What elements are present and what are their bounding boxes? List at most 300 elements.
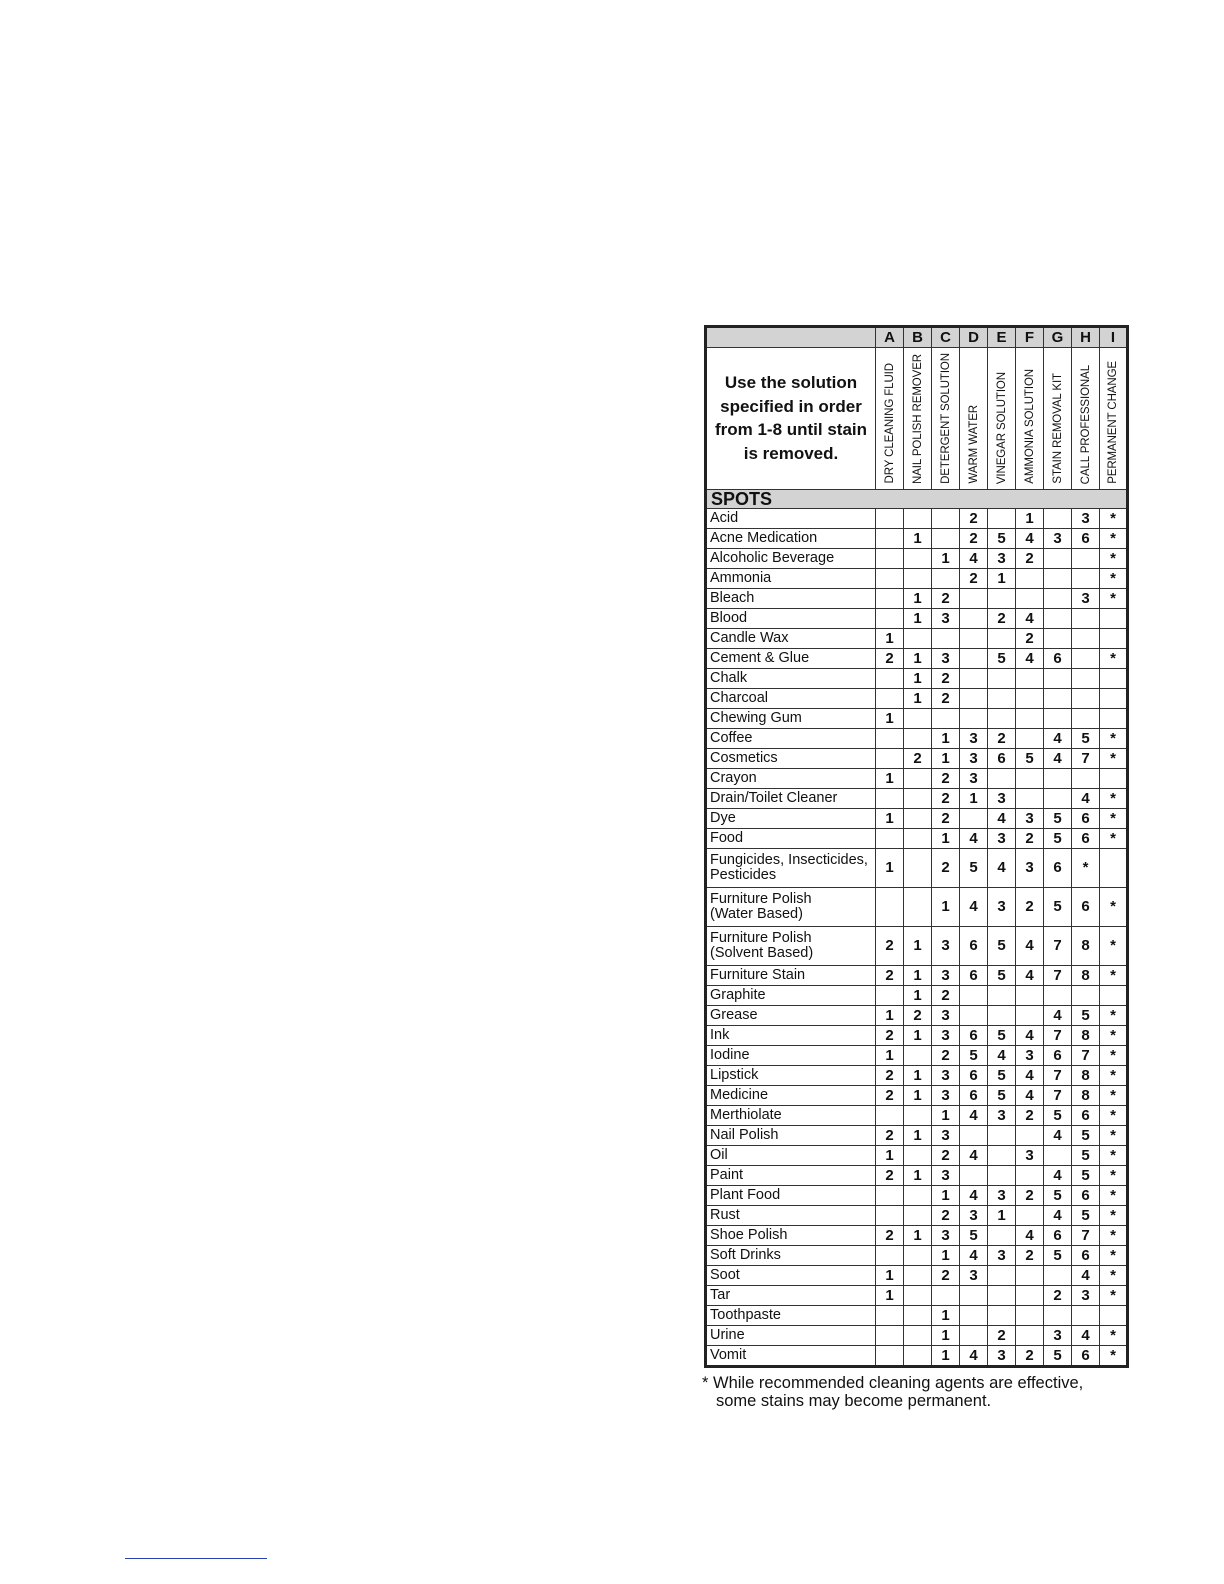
- order-cell: 4: [960, 1245, 988, 1265]
- order-cell: 6: [960, 965, 988, 985]
- order-cell: [904, 1325, 932, 1345]
- table-row: [706, 808, 1128, 828]
- order-cell: [960, 1285, 988, 1305]
- table-row: [706, 1285, 1128, 1305]
- footnote-line-2: some stains may become permanent.: [716, 1392, 992, 1410]
- order-cell: 3: [960, 768, 988, 788]
- order-cell: [904, 1105, 932, 1125]
- stain-name: Paint: [706, 1165, 876, 1185]
- order-cell: *: [1100, 1085, 1128, 1105]
- order-cell: [876, 668, 904, 688]
- order-cell: 2: [904, 748, 932, 768]
- order-cell: 2: [1044, 1285, 1072, 1305]
- order-cell: 2: [960, 568, 988, 588]
- section-header-row: [706, 489, 1128, 508]
- order-cell: 5: [1044, 1105, 1072, 1125]
- order-cell: [1016, 1265, 1044, 1285]
- order-cell: [1100, 1305, 1128, 1325]
- order-cell: 4: [1044, 1005, 1072, 1025]
- order-cell: 4: [1072, 1265, 1100, 1285]
- order-cell: *: [1100, 588, 1128, 608]
- order-cell: *: [1100, 728, 1128, 748]
- table-row: [706, 1065, 1128, 1085]
- order-cell: [988, 708, 1016, 728]
- stain-name: Furniture Stain: [706, 965, 876, 985]
- order-cell: 1: [876, 808, 904, 828]
- order-cell: 1: [932, 548, 960, 568]
- order-cell: 2: [1016, 628, 1044, 648]
- order-cell: 2: [988, 1325, 1016, 1345]
- order-cell: 1: [876, 1005, 904, 1025]
- order-cell: [960, 1005, 988, 1025]
- table-row: [706, 1025, 1128, 1045]
- order-cell: 6: [1072, 1345, 1100, 1366]
- agent-header: VINEGAR SOLUTION: [988, 348, 1016, 490]
- order-cell: 3: [932, 1165, 960, 1185]
- order-cell: 6: [960, 926, 988, 965]
- order-cell: 1: [904, 688, 932, 708]
- stain-name: Cosmetics: [706, 748, 876, 768]
- column-letter: A: [876, 327, 904, 348]
- column-letter: H: [1072, 327, 1100, 348]
- order-cell: 5: [988, 1025, 1016, 1045]
- order-cell: [904, 788, 932, 808]
- order-cell: [876, 748, 904, 768]
- order-cell: [904, 828, 932, 848]
- order-cell: *: [1100, 828, 1128, 848]
- order-cell: [1100, 708, 1128, 728]
- order-cell: 7: [1044, 1025, 1072, 1045]
- table-row: [706, 1245, 1128, 1265]
- order-cell: 1: [932, 1245, 960, 1265]
- order-cell: 4: [960, 1145, 988, 1165]
- order-cell: *: [1100, 1265, 1128, 1285]
- stain-name: Oil: [706, 1145, 876, 1165]
- table-row: [706, 568, 1128, 588]
- order-cell: [1072, 628, 1100, 648]
- order-cell: 2: [1016, 887, 1044, 926]
- order-cell: 3: [932, 608, 960, 628]
- stain-name: Soft Drinks: [706, 1245, 876, 1265]
- order-cell: *: [1100, 808, 1128, 828]
- stain-name: Alcoholic Beverage: [706, 548, 876, 568]
- order-cell: [904, 508, 932, 528]
- order-cell: 8: [1072, 1065, 1100, 1085]
- order-cell: 4: [960, 1105, 988, 1125]
- stain-name: Lipstick: [706, 1065, 876, 1085]
- order-cell: *: [1100, 788, 1128, 808]
- agent-header: NAIL POLISH REMOVER: [904, 348, 932, 490]
- table-row: [706, 1105, 1128, 1125]
- table-row: [706, 985, 1128, 1005]
- order-cell: *: [1100, 1345, 1128, 1366]
- order-cell: 3: [988, 548, 1016, 568]
- order-cell: [1072, 548, 1100, 568]
- order-cell: [904, 1285, 932, 1305]
- order-cell: 8: [1072, 926, 1100, 965]
- order-cell: [1044, 788, 1072, 808]
- order-cell: 5: [1044, 808, 1072, 828]
- order-cell: [904, 808, 932, 828]
- order-cell: [1016, 668, 1044, 688]
- order-cell: 3: [932, 1025, 960, 1045]
- order-cell: *: [1100, 548, 1128, 568]
- order-cell: 3: [932, 1065, 960, 1085]
- stain-name: Fungicides, Insecticides, Pesticides: [706, 848, 876, 887]
- order-cell: [932, 568, 960, 588]
- order-cell: [904, 708, 932, 728]
- stain-name: Cement & Glue: [706, 648, 876, 668]
- order-cell: 6: [1072, 1185, 1100, 1205]
- order-cell: [1016, 568, 1044, 588]
- order-cell: [1072, 568, 1100, 588]
- order-cell: 1: [932, 748, 960, 768]
- order-cell: 2: [932, 1205, 960, 1225]
- stain-name: Acne Medication: [706, 528, 876, 548]
- order-cell: [1016, 688, 1044, 708]
- table-row: [706, 748, 1128, 768]
- order-cell: 5: [988, 926, 1016, 965]
- stain-name: Soot: [706, 1265, 876, 1285]
- order-cell: 8: [1072, 1025, 1100, 1045]
- order-cell: [932, 628, 960, 648]
- footnote-line-1: * While recommended cleaning agents are effective,: [702, 1374, 1084, 1392]
- order-cell: [1016, 1005, 1044, 1025]
- order-cell: [988, 768, 1016, 788]
- order-cell: [932, 528, 960, 548]
- order-cell: [1044, 508, 1072, 528]
- stain-name: Shoe Polish: [706, 1225, 876, 1245]
- order-cell: [1072, 985, 1100, 1005]
- order-cell: 6: [1044, 848, 1072, 887]
- order-cell: 7: [1044, 926, 1072, 965]
- order-cell: 6: [960, 1085, 988, 1105]
- stain-name: Bleach: [706, 588, 876, 608]
- order-cell: [1072, 708, 1100, 728]
- order-cell: *: [1100, 1285, 1128, 1305]
- order-cell: 6: [1072, 528, 1100, 548]
- order-cell: 4: [1016, 648, 1044, 668]
- order-cell: [1044, 608, 1072, 628]
- order-cell: *: [1100, 528, 1128, 548]
- order-cell: [904, 1265, 932, 1285]
- order-cell: 1: [904, 668, 932, 688]
- order-cell: [904, 628, 932, 648]
- order-cell: [988, 1145, 1016, 1165]
- order-cell: 2: [1016, 548, 1044, 568]
- order-cell: [1016, 788, 1044, 808]
- agent-header: STAIN REMOVAL KIT: [1044, 348, 1072, 490]
- order-cell: 2: [876, 1085, 904, 1105]
- order-cell: [1044, 548, 1072, 568]
- column-letter: D: [960, 327, 988, 348]
- order-cell: *: [1100, 1065, 1128, 1085]
- order-cell: 1: [876, 708, 904, 728]
- stain-name: Vomit: [706, 1345, 876, 1366]
- order-cell: 6: [1072, 1105, 1100, 1125]
- order-cell: 7: [1072, 748, 1100, 768]
- order-cell: [876, 1205, 904, 1225]
- order-cell: 2: [932, 768, 960, 788]
- column-letter: F: [1016, 327, 1044, 348]
- order-cell: [988, 1165, 1016, 1185]
- agent-header: WARM WATER: [960, 348, 988, 490]
- order-cell: 3: [1072, 1285, 1100, 1305]
- order-cell: [1016, 1325, 1044, 1345]
- stain-name: Blood: [706, 608, 876, 628]
- order-cell: 1: [960, 788, 988, 808]
- table-row: [706, 1205, 1128, 1225]
- order-cell: 5: [1072, 1005, 1100, 1025]
- stain-name: Tar: [706, 1285, 876, 1305]
- order-cell: 5: [1044, 828, 1072, 848]
- order-cell: 5: [1072, 1125, 1100, 1145]
- order-cell: 1: [876, 1285, 904, 1305]
- order-cell: [960, 808, 988, 828]
- order-cell: [960, 708, 988, 728]
- column-letter: I: [1100, 327, 1128, 348]
- order-cell: 3: [932, 648, 960, 668]
- order-cell: [1100, 688, 1128, 708]
- order-cell: [1016, 1205, 1044, 1225]
- agent-header: PERMANENT CHANGE: [1100, 348, 1128, 490]
- table-row: [706, 1325, 1128, 1345]
- order-cell: 1: [876, 1145, 904, 1165]
- order-cell: 3: [1044, 528, 1072, 548]
- order-cell: [988, 1285, 1016, 1305]
- order-cell: [988, 1305, 1016, 1325]
- stain-rows: [706, 508, 1128, 1366]
- order-cell: 5: [988, 1085, 1016, 1105]
- corner-cell: [706, 327, 876, 348]
- order-cell: [960, 1305, 988, 1325]
- agent-header: DETERGENT SOLUTION: [932, 348, 960, 490]
- order-cell: 5: [960, 1045, 988, 1065]
- column-letter: G: [1044, 327, 1072, 348]
- order-cell: 4: [1016, 1065, 1044, 1085]
- order-cell: 1: [932, 887, 960, 926]
- order-cell: 1: [876, 1265, 904, 1285]
- order-cell: 2: [988, 728, 1016, 748]
- order-cell: 6: [960, 1025, 988, 1045]
- order-cell: 5: [1044, 887, 1072, 926]
- order-cell: 2: [932, 588, 960, 608]
- order-cell: 5: [1072, 1205, 1100, 1225]
- order-cell: 2: [876, 965, 904, 985]
- order-cell: 1: [932, 1305, 960, 1325]
- order-cell: 5: [960, 848, 988, 887]
- order-cell: 4: [1016, 528, 1044, 548]
- order-cell: 4: [960, 828, 988, 848]
- order-cell: 7: [1072, 1225, 1100, 1245]
- order-cell: [1044, 628, 1072, 648]
- order-cell: [1072, 608, 1100, 628]
- order-cell: 4: [960, 548, 988, 568]
- order-cell: 2: [1016, 1105, 1044, 1125]
- table-row: [706, 828, 1128, 848]
- stain-name: Ammonia: [706, 568, 876, 588]
- table-row: [706, 668, 1128, 688]
- order-cell: 1: [932, 1325, 960, 1345]
- order-cell: 3: [960, 1205, 988, 1225]
- order-cell: 3: [1016, 848, 1044, 887]
- order-cell: 5: [988, 965, 1016, 985]
- cleaning-agents-row: [706, 348, 1128, 490]
- order-cell: [876, 508, 904, 528]
- column-letter: E: [988, 327, 1016, 348]
- order-cell: [988, 1225, 1016, 1245]
- stain-name: Food: [706, 828, 876, 848]
- order-cell: *: [1100, 1165, 1128, 1185]
- order-cell: [876, 728, 904, 748]
- order-cell: *: [1100, 1145, 1128, 1165]
- order-cell: [1100, 768, 1128, 788]
- table-row: [706, 1145, 1128, 1165]
- order-cell: [932, 508, 960, 528]
- order-cell: 1: [876, 848, 904, 887]
- order-cell: 3: [988, 1185, 1016, 1205]
- order-cell: [904, 728, 932, 748]
- order-cell: 3: [988, 1105, 1016, 1125]
- order-cell: 4: [1044, 748, 1072, 768]
- order-cell: [1016, 768, 1044, 788]
- order-cell: [1072, 688, 1100, 708]
- order-cell: *: [1100, 965, 1128, 985]
- order-cell: 4: [1016, 1225, 1044, 1245]
- order-cell: 5: [1044, 1345, 1072, 1366]
- order-cell: *: [1100, 1245, 1128, 1265]
- order-cell: [904, 568, 932, 588]
- order-cell: [1072, 1305, 1100, 1325]
- stain-name: Coffee: [706, 728, 876, 748]
- order-cell: 2: [932, 1045, 960, 1065]
- order-cell: [960, 588, 988, 608]
- order-cell: [876, 588, 904, 608]
- column-letter: C: [932, 327, 960, 348]
- stain-name: Chalk: [706, 668, 876, 688]
- order-cell: 1: [904, 1025, 932, 1045]
- order-cell: 4: [960, 1185, 988, 1205]
- order-cell: [1100, 608, 1128, 628]
- order-cell: 7: [1044, 1065, 1072, 1085]
- order-cell: [988, 985, 1016, 1005]
- order-cell: 2: [932, 688, 960, 708]
- order-cell: 2: [932, 1265, 960, 1285]
- order-cell: [1016, 588, 1044, 608]
- order-cell: 4: [1044, 1165, 1072, 1185]
- order-cell: *: [1100, 508, 1128, 528]
- order-cell: [876, 887, 904, 926]
- order-cell: *: [1100, 1325, 1128, 1345]
- order-cell: [876, 985, 904, 1005]
- order-cell: 3: [932, 1085, 960, 1105]
- order-cell: 1: [988, 1205, 1016, 1225]
- order-cell: [1100, 848, 1128, 887]
- order-cell: [1044, 1305, 1072, 1325]
- order-cell: 6: [1072, 1245, 1100, 1265]
- order-cell: 4: [960, 1345, 988, 1366]
- order-cell: 1: [904, 1165, 932, 1185]
- order-cell: [1044, 568, 1072, 588]
- order-cell: [988, 588, 1016, 608]
- order-cell: [932, 1285, 960, 1305]
- order-cell: 1: [932, 728, 960, 748]
- order-cell: 1: [904, 588, 932, 608]
- order-cell: [1072, 668, 1100, 688]
- order-cell: 3: [1016, 1145, 1044, 1165]
- order-cell: [876, 1305, 904, 1325]
- order-cell: 3: [932, 965, 960, 985]
- table-row: [706, 926, 1128, 965]
- table-row: [706, 887, 1128, 926]
- order-cell: [960, 688, 988, 708]
- order-cell: [876, 528, 904, 548]
- order-cell: 2: [932, 1145, 960, 1165]
- order-cell: 1: [876, 1045, 904, 1065]
- section-title: SPOTS: [706, 489, 1128, 508]
- order-cell: 4: [988, 848, 1016, 887]
- table-row: [706, 728, 1128, 748]
- order-cell: [904, 1245, 932, 1265]
- order-cell: [1016, 728, 1044, 748]
- order-cell: 1: [904, 1065, 932, 1085]
- order-cell: 5: [1072, 728, 1100, 748]
- order-cell: [988, 628, 1016, 648]
- order-cell: 5: [988, 648, 1016, 668]
- order-cell: 2: [876, 1165, 904, 1185]
- stain-name: Graphite: [706, 985, 876, 1005]
- order-cell: 3: [988, 887, 1016, 926]
- order-cell: 2: [1016, 1245, 1044, 1265]
- order-cell: 6: [988, 748, 1016, 768]
- order-cell: *: [1100, 1185, 1128, 1205]
- order-cell: [960, 668, 988, 688]
- order-cell: [1016, 708, 1044, 728]
- order-cell: [876, 1345, 904, 1366]
- order-cell: [1072, 768, 1100, 788]
- order-cell: 3: [960, 1265, 988, 1285]
- table-row: [706, 1305, 1128, 1325]
- order-cell: 2: [932, 848, 960, 887]
- stain-name: Rust: [706, 1205, 876, 1225]
- order-cell: 1: [904, 965, 932, 985]
- order-cell: 4: [1016, 608, 1044, 628]
- table-row: [706, 788, 1128, 808]
- order-cell: [988, 1005, 1016, 1025]
- table-row: [706, 608, 1128, 628]
- order-cell: [960, 985, 988, 1005]
- stain-name: Toothpaste: [706, 1305, 876, 1325]
- order-cell: 1: [876, 768, 904, 788]
- order-cell: 4: [1016, 1085, 1044, 1105]
- order-cell: 2: [932, 808, 960, 828]
- order-cell: 1: [932, 1105, 960, 1125]
- order-cell: 2: [932, 668, 960, 688]
- order-cell: *: [1072, 848, 1100, 887]
- order-cell: 5: [988, 528, 1016, 548]
- order-cell: [876, 788, 904, 808]
- table-row: [706, 708, 1128, 728]
- order-cell: 3: [932, 1125, 960, 1145]
- order-cell: 1: [1016, 508, 1044, 528]
- order-cell: 1: [932, 1345, 960, 1366]
- stain-removal-table: [704, 325, 1129, 1368]
- table-row: [706, 1225, 1128, 1245]
- order-cell: [1044, 1145, 1072, 1165]
- order-cell: [904, 768, 932, 788]
- order-cell: 1: [904, 1125, 932, 1145]
- order-cell: 6: [1044, 1225, 1072, 1245]
